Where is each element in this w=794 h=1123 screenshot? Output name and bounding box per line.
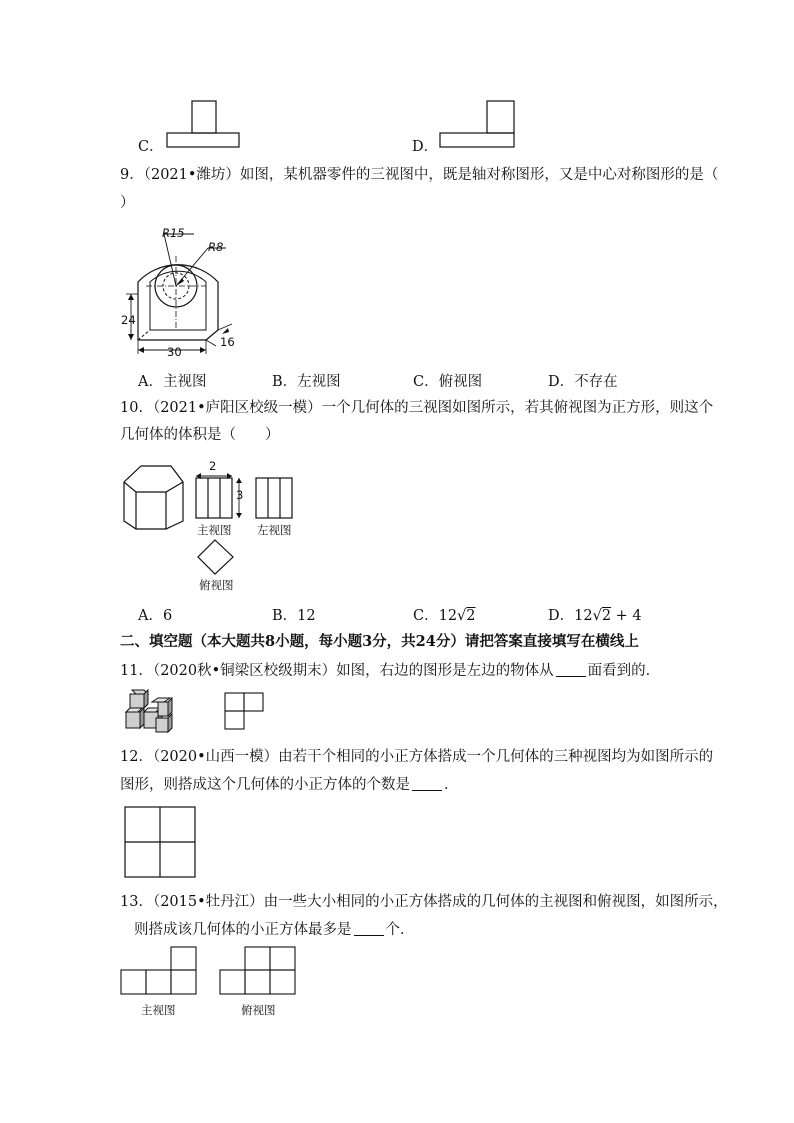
q9-option-d: D．不存在: [548, 374, 618, 390]
q10-option-b: B．12: [272, 608, 316, 624]
q10-left-view-caption: 左视图: [257, 523, 292, 537]
q8-option-d-figure: [439, 100, 517, 150]
q9-width-label: 30: [167, 345, 182, 359]
q8-option-d-label: D．: [412, 139, 439, 155]
q13-top-view-caption: 俯视图: [241, 1003, 276, 1017]
q10-top-view-caption: 俯视图: [199, 578, 234, 592]
q10-front-view-caption: 主视图: [197, 523, 232, 537]
q13-stem-line2: 则搭成该几何体的小正方体最多是 个．: [134, 922, 415, 938]
q13-front-view-figure: [120, 946, 198, 998]
q10-option-a: A．6: [138, 608, 173, 624]
q11-cube-stack-figure: [124, 688, 176, 736]
q10-width-label: 2: [209, 459, 217, 473]
q12-stem-line1: 12．（2020•山西一模）由若干个相同的小正方体搭成一个几何体的三种视图均为如图所示的: [120, 749, 714, 765]
q10-option-c: C．12√2: [413, 608, 476, 624]
q13-top-view-figure: [219, 946, 297, 998]
q9-option-a: A．主视图: [138, 374, 207, 390]
q9-stem-line1: 9．（2021•潍坊）如图，某机器零件的三视图中，既是轴对称图形，又是中心对称图形的是（: [120, 167, 719, 183]
q10-prism-figure: [123, 465, 185, 531]
q12-stem-line2: 图形，则搭成这个几何体的小正方体的个数是 ．: [120, 777, 459, 793]
q11-view-figure: [224, 692, 266, 732]
q10-option-d: D．12√2 + 4: [548, 608, 642, 624]
q10-top-view-figure: [197, 539, 235, 577]
q11-stem: 11．（2020秋•铜梁区校级期末）如图，右边的图形是左边的物体从 面看到的．: [120, 663, 661, 679]
q9-height-label: 24: [121, 313, 136, 327]
q13-stem-line1: 13．（2015•牡丹江）由一些大小相同的小正方体搭成的几何体的主视图和俯视图，如图所示，: [120, 894, 728, 910]
q9-depth-label: 16: [220, 335, 235, 349]
q9-option-c: C．俯视图: [413, 374, 483, 390]
q9-r15-label: R15: [162, 226, 185, 240]
q12-grid-figure: [124, 806, 198, 880]
section-2-heading: 二、填空题（本大题共8小题，每小题3分，共24分）请把答案直接填写在横线上: [120, 633, 639, 650]
q9-r8-label: R8: [208, 240, 224, 254]
q10-height-label: 3: [236, 488, 244, 502]
q10-stem-line2: 几何体的体积是（ ）: [120, 427, 280, 443]
q8-option-c-label: C．: [138, 139, 164, 155]
q10-left-view-figure: [255, 477, 295, 521]
q8-option-c-figure: [166, 100, 240, 150]
q9-option-b: B．左视图: [272, 374, 341, 390]
q13-front-view-caption: 主视图: [141, 1003, 176, 1017]
q9-stem-line2: ）: [120, 195, 135, 211]
q10-stem-line1: 10．（2021•庐阳区校级一模）一个几何体的三视图如图所示，若其俯视图为正方形，则这个: [120, 400, 714, 416]
